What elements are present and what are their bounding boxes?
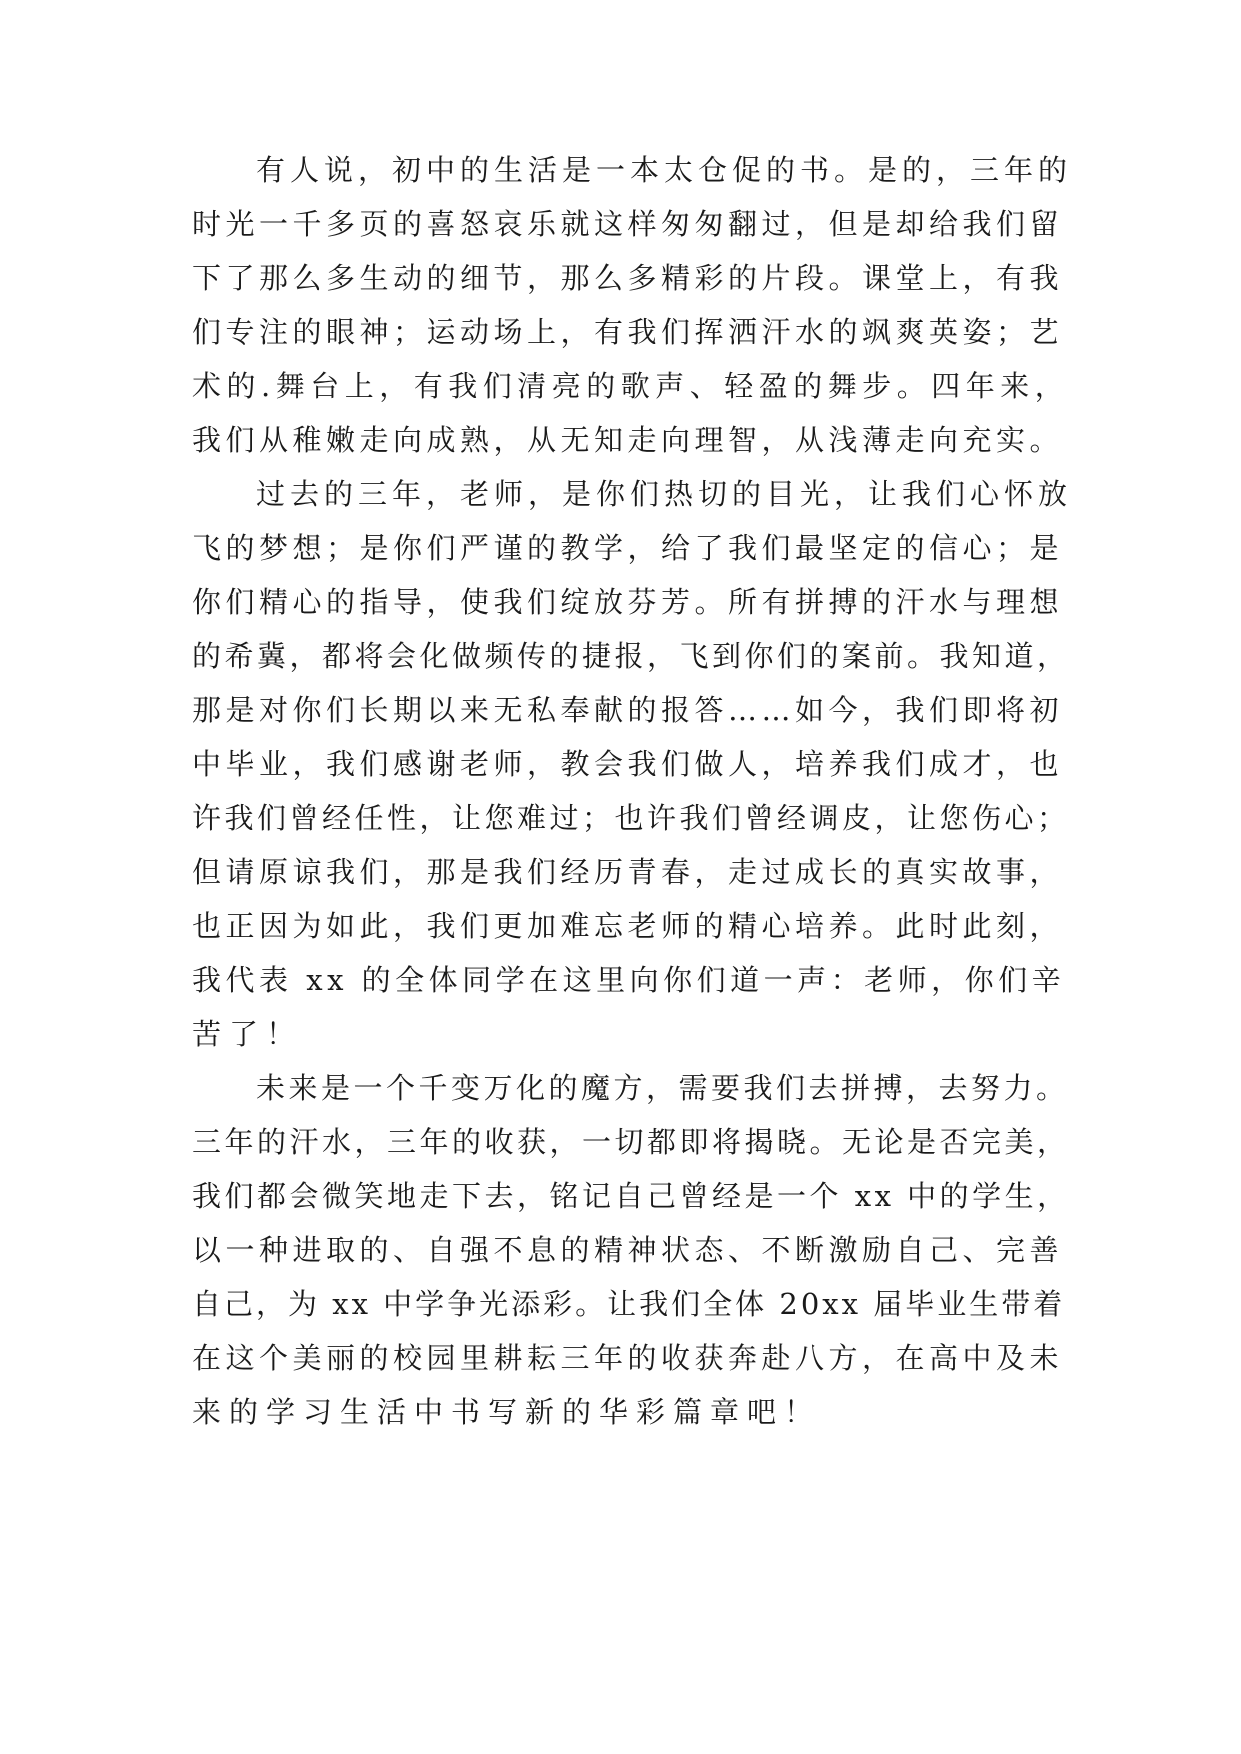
paragraph-2-line-6: 中毕业，我们感谢老师，教会我们做人，培养我们成才，也 <box>192 747 1064 781</box>
paragraph-2-line-11: 苦了！ <box>192 1017 304 1051</box>
paragraph-3-line-1: 未来是一个千变万化的魔方，需要我们去拼搏，去努力。 <box>256 1071 1069 1105</box>
paragraph-2-line-7: 许我们曾经任性，让您难过；也许我们曾经调皮，让您伤心； <box>192 801 1070 835</box>
paragraph-3-line-5: 自己，为 xx 中学争光添彩。让我们全体 20xx 届毕业生带着 <box>192 1287 1066 1321</box>
paragraph-3-line-3: 我们都会微笑地走下去，铭记自己曾经是一个 xx 中的学生， <box>192 1179 1070 1213</box>
paragraph-2-line-4: 的希冀，都将会化做频传的捷报，飞到你们的案前。我知道， <box>192 639 1070 673</box>
paragraph-1-line-4: 们专注的眼神；运动场上，有我们挥洒汗水的飒爽英姿；艺 <box>192 315 1064 349</box>
paragraph-3-line-7: 来的学习生活中书写新的华彩篇章吧！ <box>192 1395 822 1429</box>
paragraph-2-line-5: 那是对你们长期以来无私奉献的报答……如今，我们即将初 <box>192 693 1064 727</box>
paragraph-2-line-10: 我代表 xx 的全体同学在这里向你们道一声：老师，你们辛 <box>192 963 1066 997</box>
paragraph-2-line-3: 你们精心的指导，使我们绽放芬芳。所有拼搏的汗水与理想 <box>192 585 1064 619</box>
paragraph-1-line-6: 我们从稚嫩走向成熟，从无知走向理智，从浅薄走向充实。 <box>192 423 1064 457</box>
paragraph-3-line-4: 以一种进取的、自强不息的精神状态、不断激励自己、完善 <box>192 1233 1064 1267</box>
paragraph-2-line-9: 也正因为如此，我们更加难忘老师的精心培养。此时此刻， <box>192 909 1064 943</box>
paragraph-2-line-1: 过去的三年，老师，是你们热切的目光，让我们心怀放 <box>256 477 1073 511</box>
paragraph-1-line-2: 时光一千多页的喜怒哀乐就这样匆匆翻过，但是却给我们留 <box>192 207 1064 241</box>
paragraph-2-line-8: 但请原谅我们，那是我们经历青春，走过成长的真实故事， <box>192 855 1064 889</box>
paragraph-2-line-2: 飞的梦想；是你们严谨的教学，给了我们最坚定的信心；是 <box>192 531 1064 565</box>
paragraph-3-line-6: 在这个美丽的校园里耕耘三年的收获奔赴八方，在高中及未 <box>192 1341 1064 1375</box>
paragraph-3-line-2: 三年的汗水，三年的收获，一切都即将揭晓。无论是否完美， <box>192 1125 1070 1159</box>
paragraph-1-line-1: 有人说，初中的生活是一本太仓促的书。是的，三年的 <box>256 153 1073 187</box>
paragraph-1-line-5: 术的.舞台上，有我们清亮的歌声、轻盈的舞步。四年来， <box>192 369 1070 403</box>
paragraph-1-line-3: 下了那么多生动的细节，那么多精彩的片段。课堂上，有我 <box>192 261 1064 295</box>
